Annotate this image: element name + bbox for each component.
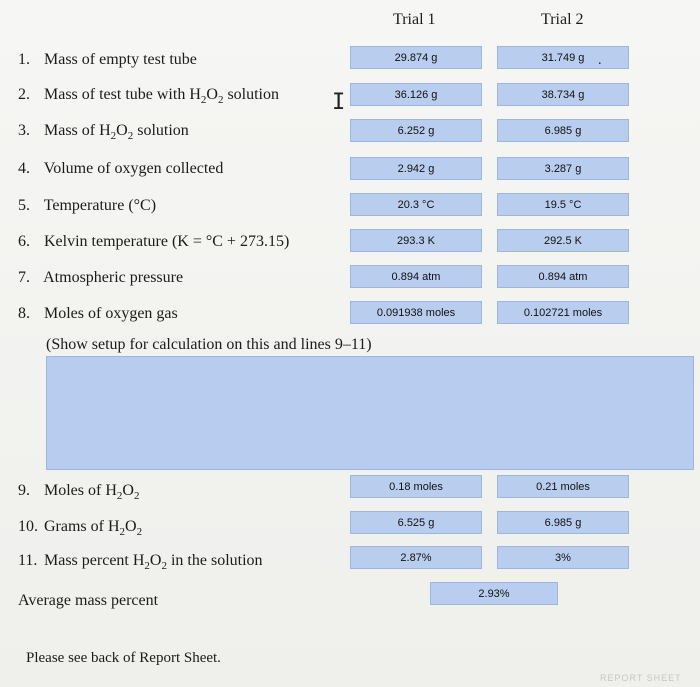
trial2-value[interactable]: 0.102721 moles (497, 301, 629, 324)
trial2-value[interactable]: 0.894 atm (497, 265, 629, 288)
footer-note: Please see back of Report Sheet. (26, 650, 221, 666)
trial2-value[interactable]: 6.985 g (497, 511, 629, 534)
trial2-value[interactable]: 292.5 K (497, 229, 629, 252)
row-label: 7. Atmospheric pressure (18, 269, 184, 286)
average-label: Average mass percent (18, 592, 159, 609)
trial2-value[interactable]: 19.5 °C (497, 193, 629, 216)
stray-mark: . (598, 53, 602, 68)
text-cursor-icon: I (332, 90, 346, 115)
trial1-value[interactable]: 2.87% (350, 546, 482, 569)
trial2-value[interactable]: 0.21 moles (497, 475, 629, 498)
row-label: 5. Temperature (°C) (18, 197, 157, 214)
row-label: 11. Mass percent $H_2O_2$ in the solution (18, 552, 263, 573)
row-label: 2. Mass of test tube with $H_2O_2$ solution (18, 86, 279, 107)
trial1-value[interactable]: 0.894 atm (350, 265, 482, 288)
header-trial-2: Trial 2 (541, 11, 584, 28)
trial1-value[interactable]: 20.3 °C (350, 193, 482, 216)
trial1-value[interactable]: 6.252 g (350, 119, 482, 142)
trial2-value[interactable]: 6.985 g (497, 119, 629, 142)
trial2-value[interactable]: 3% (497, 546, 629, 569)
trial1-value[interactable]: 2.942 g (350, 157, 482, 180)
average-value[interactable]: 2.93% (430, 582, 558, 605)
trial1-value[interactable]: 29.874 g (350, 46, 482, 69)
row-label: 3. Mass of $H_2O_2$ solution (18, 122, 189, 143)
trial2-value[interactable]: 3.287 g (497, 157, 629, 180)
trial1-value[interactable]: 36.126 g (350, 83, 482, 106)
trial1-value[interactable]: 293.3 K (350, 229, 482, 252)
trial1-value[interactable]: 0.091938 moles (350, 301, 482, 324)
calculation-setup-area[interactable] (46, 356, 694, 470)
row-label: 10. Grams of $H_2O_2$ (18, 518, 143, 539)
row-label: 9. Moles of $H_2O_2$ (18, 482, 140, 503)
trial2-value[interactable]: 31.749 g (497, 46, 629, 69)
row-label: 1. Mass of empty test tube (18, 51, 197, 68)
header-trial-1: Trial 1 (393, 11, 436, 28)
row-label: 6. Kelvin temperature (K = °C + 273.15) (18, 233, 290, 250)
setup-note: (Show setup for calculation on this and lines 9–11) (46, 336, 372, 353)
row-label: 4. Volume of oxygen collected (18, 160, 224, 177)
trial1-value[interactable]: 0.18 moles (350, 475, 482, 498)
row-label: 8. Moles of oxygen gas (18, 305, 178, 322)
faint-page-text: REPORT SHEET (600, 673, 682, 683)
trial1-value[interactable]: 6.525 g (350, 511, 482, 534)
trial2-value[interactable]: 38.734 g (497, 83, 629, 106)
